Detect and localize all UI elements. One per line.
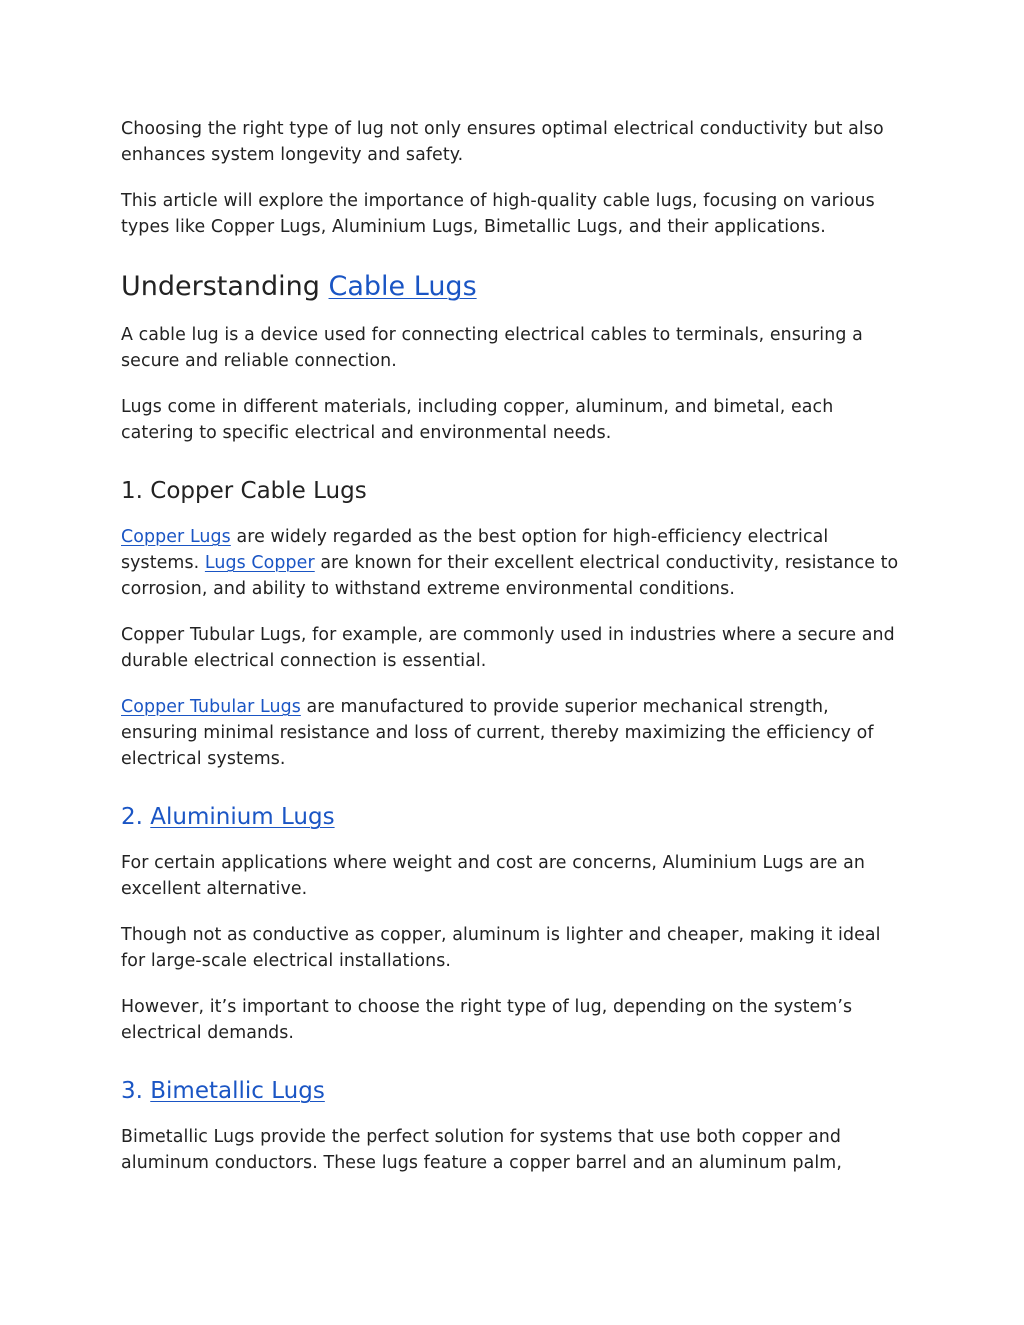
section-heading-copper: 1. Copper Cable Lugs xyxy=(121,478,367,504)
heading-number: 3. xyxy=(121,1078,151,1104)
bimetallic-lugs-link[interactable]: Bimetallic Lugs xyxy=(150,1078,325,1104)
section-heading-aluminium xyxy=(121,802,901,832)
heading-text: Understanding xyxy=(121,271,329,302)
copper-paragraph-3-text: are manufactured to provide superior mechanical strength, ensuring minimal resistance and loss of current, thereby maximizing the efficiency of electrical systems. xyxy=(121,697,874,769)
aluminium-paragraph-2: Though not as conductive as copper, aluminum is lighter and cheaper, making it ideal for large-scale electrical installations. xyxy=(121,925,881,971)
copper-paragraph-1-text-a: are widely regarded as the best option for high-efficiency electrical systems. xyxy=(121,527,829,573)
understanding-paragraph-2: Lugs come in different materials, including copper, aluminum, and bimetal, each catering to specific electrical and environmental needs. xyxy=(121,397,834,443)
intro-paragraph-1: Choosing the right type of lug not only ensures optimal electrical conductivity but also enhances system longevity and safety. xyxy=(121,119,884,165)
aluminium-paragraph-1: For certain applications where weight and cost are concerns, Aluminium Lugs are an excellent alternative. xyxy=(121,853,865,899)
copper-paragraph-1 xyxy=(121,524,901,602)
aluminium-paragraph-3: However, it’s important to choose the right type of lug, depending on the system’s electrical demands. xyxy=(121,997,853,1043)
lugs-copper-link[interactable]: Lugs Copper xyxy=(204,553,315,573)
understanding-paragraph-1: A cable lug is a device used for connecting electrical cables to terminals, ensuring a secure and reliable connection. xyxy=(121,325,863,371)
section-heading-understanding xyxy=(121,270,901,304)
intro-paragraph-2: This article will explore the importance of high-quality cable lugs, focusing on various types like Copper Lugs, Aluminium Lugs, Bimetallic Lugs, and their applications. xyxy=(121,191,875,237)
bimetallic-paragraph-1: Bimetallic Lugs provide the perfect solution for systems that use both copper and aluminum conductors. These lugs feature a copper barrel and an aluminum palm, xyxy=(121,1127,842,1173)
heading-number: 2. xyxy=(121,804,151,830)
section-heading-bimetallic xyxy=(121,1076,901,1106)
copper-paragraph-2: Copper Tubular Lugs, for example, are commonly used in industries where a secure and durable electrical connection is essential. xyxy=(121,625,895,671)
cable-lugs-link[interactable]: Cable Lugs xyxy=(328,271,477,302)
copper-lugs-link[interactable]: Copper Lugs xyxy=(121,527,231,547)
copper-paragraph-3 xyxy=(121,694,901,772)
document-page xyxy=(121,116,901,1176)
aluminium-lugs-link[interactable]: Aluminium Lugs xyxy=(150,804,335,830)
copper-paragraph-1-text-b: are known for their excellent electrical conductivity, resistance to corrosion, and ability to withstand extreme environmental conditions. xyxy=(121,553,899,599)
copper-tubular-lugs-link[interactable]: Copper Tubular Lugs xyxy=(121,697,301,717)
